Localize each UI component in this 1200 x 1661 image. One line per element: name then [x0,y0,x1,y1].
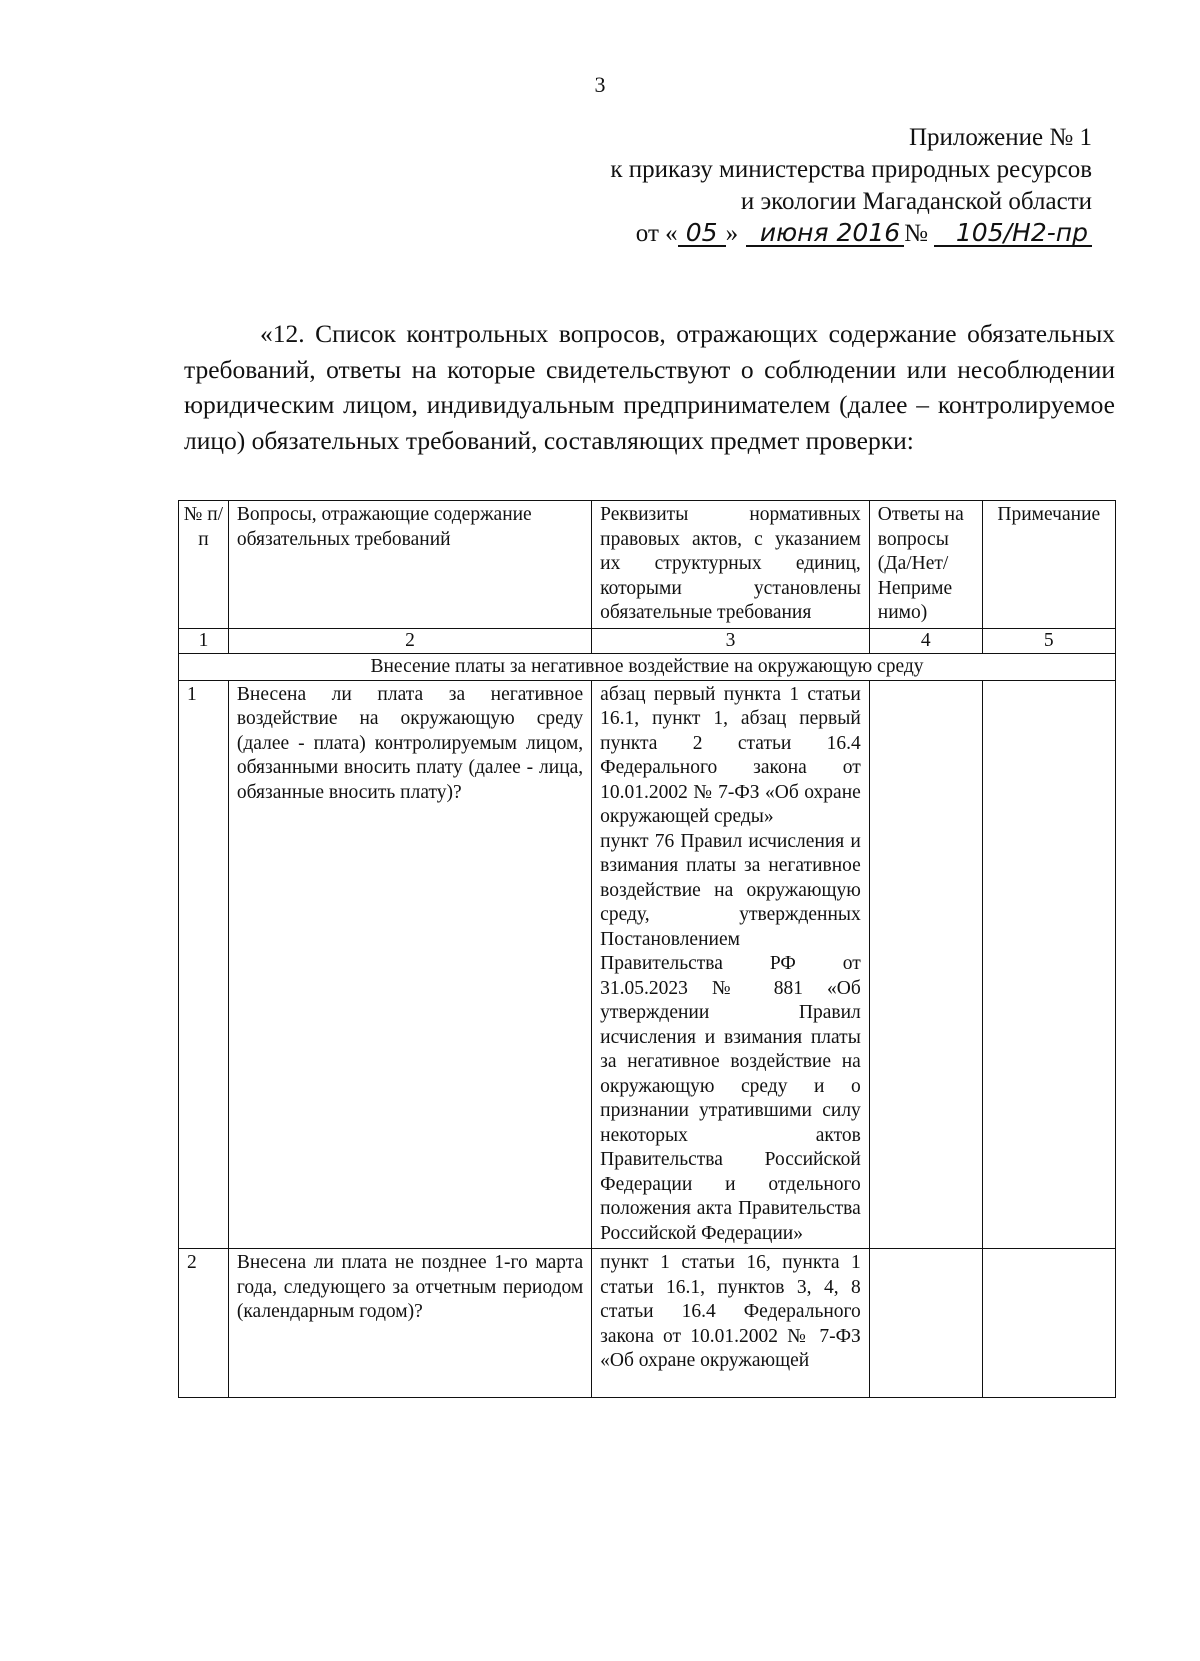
table-row [179,680,1116,1249]
handwritten-day: 05 [678,221,726,247]
header-answers: Ответы на вопросы (Да/Нет/ Неприме нимо) [869,501,982,629]
column-number-row [179,628,1116,653]
appendix-order-line: к приказу министерства природных ресурсов [610,156,1092,183]
column-number-5: 5 [982,628,1115,653]
date-close-quote: » [725,220,739,247]
row-note [982,1249,1115,1398]
header-requisites: Реквизиты нормативных правовых актов, с указанием их структурных единиц, которыми установлены обязательные требования [592,501,870,629]
row-requisites-text: пункт 1 статьи 16, пункта 1 статьи 16.1, пунктов 3, 4, 8 статьи 16.4 Федерального закона от 10.01.2002 № 7-ФЗ «Об охране окружающей [600,1252,861,1371]
handwritten-order-number: 105/Н2-пр [934,221,1092,247]
row-answer [869,1249,982,1398]
date-from-label: от « [635,220,678,247]
column-number-3: 3 [592,628,870,653]
row-requisites-part-2: пункт 76 Правил исчисления и взимания платы за негативное воздействие на окружающую среду, утвержденных Постановлением Правительства РФ от 31.05.2023 № 881 «Об утверждении Правил исчисления и взимания платы за негативное воздействие на окружающую среду и о признании утратившими силу некоторых актов Правительства Российской Федерации и отдельного положения акта Правительства Российской Федерации» [600,830,861,1244]
column-number-4: 4 [869,628,982,653]
intro-text: «12. Список контрольных вопросов, отражающих содержание обязательных требований, ответы на которые свидетельствуют о соблюдении или несоблюдении юридическим лицом, индивидуальным предпринимателем (далее – контролируемое лицо) обязательных требований, составляющих предмет проверки: [184,319,1115,455]
header-num: № п/п [179,501,229,629]
appendix-ministry-line: и экологии Магаданской области [740,188,1092,215]
row-requisites [592,680,870,1249]
row-number: 1 [179,680,229,1249]
row-question: Внесена ли плата не позднее 1-го марта года, следующего за отчетным периодом (календарным годом)? [228,1249,591,1398]
section-row [179,653,1116,680]
checklist-table [178,500,1116,1398]
handwritten-month-year: июня 2016 [746,221,904,247]
page-number: 3 [594,72,606,97]
appendix-date-number [610,218,1092,250]
table-header-row [179,501,1116,629]
column-number-2: 2 [228,628,591,653]
row-number: 2 [179,1249,229,1398]
header-note: Примечание [982,501,1115,629]
row-note [982,680,1115,1249]
section-title: Внесение платы за негативное воздействие на окружающую среду [179,653,1116,680]
row-requisites [592,1249,870,1398]
appendix-title: Приложение № 1 [908,124,1092,151]
table-row [179,1249,1116,1398]
intro-paragraph [184,316,1115,458]
row-answer [869,680,982,1249]
column-number-1: 1 [179,628,229,653]
row-question: Внесена ли плата за негативное воздействие на окружающую среду (далее - плата) контролируемым лицом, обязанными вносить плату (далее - лица, обязанные вносить плату)? [228,680,591,1249]
appendix-header [610,122,1092,250]
number-label: № [904,220,928,247]
row-requisites-part-1: абзац первый пункта 1 статьи 16.1, пункт 1, абзац первый пункта 2 статьи 16.4 Федерального закона от 10.01.2002 № 7-ФЗ «Об охране окружающей среды» [600,683,861,827]
header-question: Вопросы, отражающие содержание обязательных требований [228,501,591,629]
